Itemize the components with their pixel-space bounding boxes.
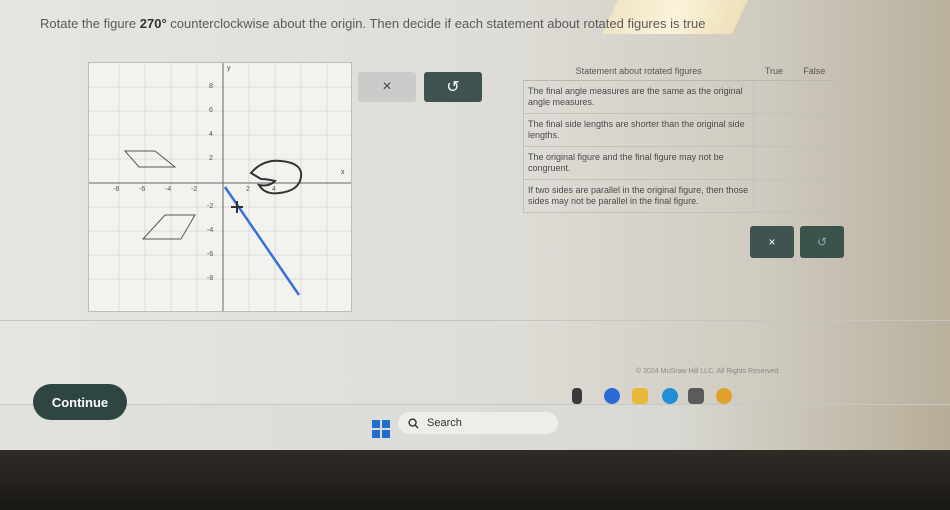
taskbar-search[interactable] xyxy=(398,412,558,434)
store-icon[interactable] xyxy=(688,388,704,404)
x-tick-label: -4 xyxy=(165,186,172,193)
close-icon: × xyxy=(382,78,392,95)
rotate-handle-icon[interactable] xyxy=(251,161,301,194)
x-tick-label: 4 xyxy=(272,186,276,193)
undo-icon: ↺ xyxy=(816,235,828,249)
copyright-text: © 2024 McGraw Hill LLC. All Rights Reserved. xyxy=(636,368,781,375)
windows-start-icon[interactable] xyxy=(372,420,390,438)
y-tick-label: 4 xyxy=(209,131,213,138)
question-prefix: Rotate the figure xyxy=(40,16,137,31)
rotation-degrees: 270° xyxy=(139,16,167,31)
continue-label: Continue xyxy=(51,394,109,410)
true-cell[interactable] xyxy=(754,81,794,114)
question-text xyxy=(40,16,706,31)
y-tick-label: 6 xyxy=(209,107,213,114)
taskbar-app-icon[interactable] xyxy=(604,388,620,404)
false-cell[interactable] xyxy=(794,147,834,180)
undo-icon: ↺ xyxy=(446,79,460,96)
table-row xyxy=(524,114,835,147)
undo-tool-button[interactable] xyxy=(424,72,482,102)
chrome-icon[interactable] xyxy=(716,388,732,404)
table-header-row xyxy=(524,62,835,81)
clear-answers-button[interactable] xyxy=(750,226,794,258)
x-tick-label: -8 xyxy=(113,186,120,193)
search-label: Search xyxy=(427,417,462,429)
header-statement: Statement about rotated figures xyxy=(524,62,754,81)
false-cell[interactable] xyxy=(794,114,834,147)
statements-table xyxy=(523,62,835,213)
y-axis-label: y xyxy=(227,65,231,72)
divider xyxy=(0,320,950,321)
question-suffix: counterclockwise about the origin. Then decide if each statement about rotated figures is true xyxy=(170,16,706,31)
reference-figure xyxy=(143,215,195,239)
x-tick-label: 2 xyxy=(246,186,250,193)
statement-text: The original figure and the final figure may not be congruent. xyxy=(524,147,754,180)
laptop-bezel xyxy=(0,450,950,510)
y-tick-label: 8 xyxy=(209,83,213,90)
taskbar-app-icon[interactable] xyxy=(572,388,582,404)
true-cell[interactable] xyxy=(754,114,794,147)
table-row xyxy=(524,180,835,213)
y-tick-label: -8 xyxy=(207,275,214,282)
false-cell[interactable] xyxy=(794,81,834,114)
header-false: False xyxy=(794,62,834,81)
y-tick-label: -4 xyxy=(207,227,214,234)
x-tick-label: -6 xyxy=(139,186,146,193)
table-row xyxy=(524,81,835,114)
undo-answers-button[interactable] xyxy=(800,226,844,258)
header-true: True xyxy=(754,62,794,81)
true-cell[interactable] xyxy=(754,147,794,180)
false-cell[interactable] xyxy=(794,180,834,213)
x-tick-label: -2 xyxy=(191,186,198,193)
table-row xyxy=(524,147,835,180)
graph-canvas[interactable] xyxy=(89,63,351,311)
statement-text: The final side lengths are shorter than the original side lengths. xyxy=(524,114,754,147)
y-tick-label: -6 xyxy=(207,251,214,258)
search-icon xyxy=(408,418,419,429)
close-icon: × xyxy=(768,235,776,249)
statement-text: The final angle measures are the same as the original angle measures. xyxy=(524,81,754,114)
x-axis-label: x xyxy=(341,169,345,176)
coordinate-graph[interactable] xyxy=(88,62,352,312)
y-tick-label: -2 xyxy=(207,203,214,210)
y-tick-label: 2 xyxy=(209,155,213,162)
folder-icon[interactable] xyxy=(632,388,648,404)
continue-button[interactable] xyxy=(33,384,127,420)
statement-text: If two sides are parallel in the original figure, then those sides may not be parallel in the final figure. xyxy=(524,180,754,213)
true-cell[interactable] xyxy=(754,180,794,213)
delete-tool-button[interactable] xyxy=(358,72,416,102)
edge-browser-icon[interactable] xyxy=(662,388,678,404)
